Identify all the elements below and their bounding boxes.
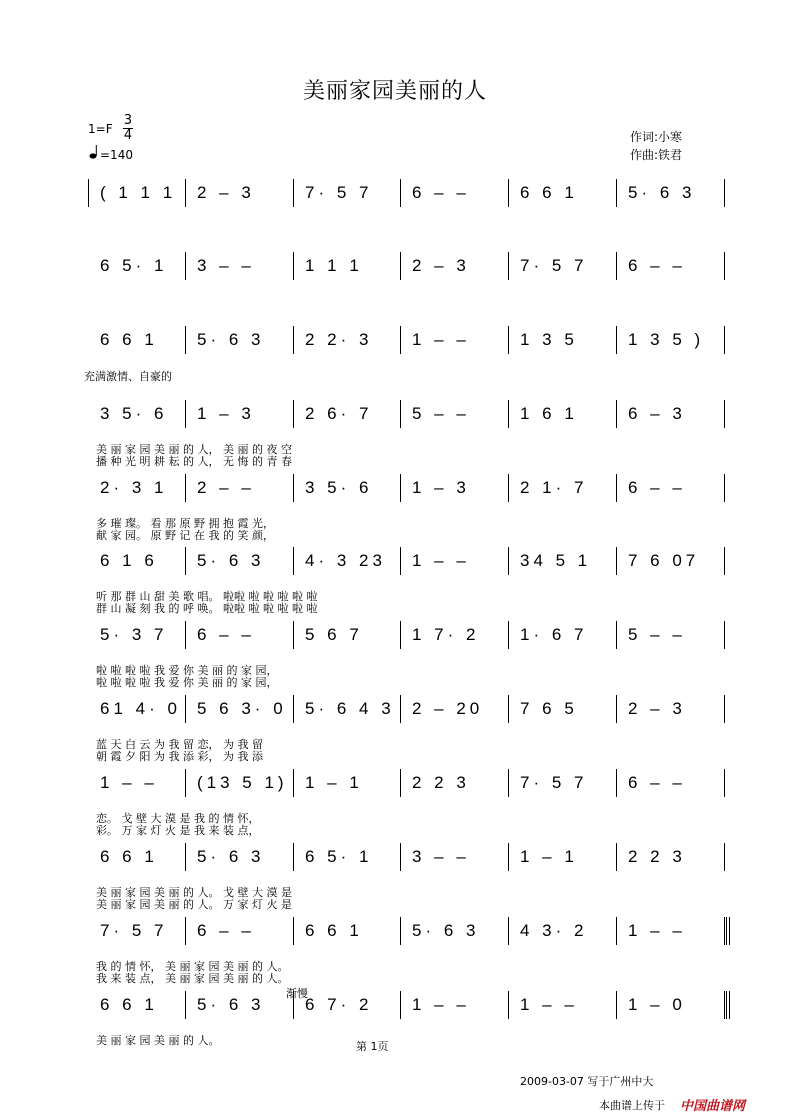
measure: 4· 3 23 [305, 551, 386, 570]
measure: 5· 6 3 [197, 847, 265, 866]
bar-line [293, 917, 294, 945]
song-title: 美丽家园美丽的人 [302, 79, 487, 104]
measure: 6 6 1 [520, 183, 578, 202]
measure: ( 1 1 1 [100, 183, 177, 202]
bar-line [88, 179, 89, 207]
quarter-note-icon [89, 144, 99, 164]
bar-line [508, 326, 509, 354]
bar-line [508, 917, 509, 945]
bar-line [616, 695, 617, 723]
bar-line [724, 917, 725, 945]
bar-line [185, 917, 186, 945]
lyric-line-verse1: 啦 啦 啦 啦 我 爱 你 美 丽 的 家 园， [96, 664, 278, 677]
measure: 1 – 1 [520, 847, 578, 866]
measure: 6 – – [628, 256, 686, 275]
measure: 5· 6 3 [197, 551, 265, 570]
measure: (13 5 1) [197, 773, 288, 792]
measure: 2 – 3 [628, 699, 686, 718]
measure: 6 – – [628, 478, 686, 497]
measure: 5· 6 3 [412, 921, 480, 940]
measure: 5· 6 3 [197, 995, 265, 1014]
lyric-line-verse1: 美 丽 家 园 美 丽 的 人， 美 丽 的 夜 空 [96, 443, 292, 456]
bar-line [400, 326, 401, 354]
bar-line [724, 843, 725, 871]
measure: 6 6 1 [100, 847, 158, 866]
bar-line [400, 843, 401, 871]
bar-line [185, 400, 186, 428]
measure: 1 – – [412, 995, 470, 1014]
bar-line [293, 695, 294, 723]
bar-line [400, 695, 401, 723]
bar-line [724, 547, 725, 575]
measure: 6 6 1 [100, 995, 158, 1014]
measure: 3 – – [412, 847, 470, 866]
bar-line [508, 843, 509, 871]
measure: 61 4· 0 [100, 699, 181, 718]
bar-line [616, 621, 617, 649]
measure: 2 – 3 [197, 183, 255, 202]
lyric-line-verse2: 彩。 万 家 灯 火 是 我 来 装 点， [96, 824, 260, 837]
measure: 7· 5 7 [520, 773, 588, 792]
bar-line [508, 179, 509, 207]
bar-line [185, 474, 186, 502]
final-bar-line [729, 917, 730, 945]
measure: 6 1 6 [100, 551, 158, 570]
lyric-line-verse2: 献 家 园。 原 野 记 在 我 的 笑 颜， [96, 529, 274, 542]
bar-line [616, 917, 617, 945]
bar-line [616, 326, 617, 354]
bar-line [185, 843, 186, 871]
bar-line [400, 991, 401, 1019]
bar-line [400, 179, 401, 207]
measure: 6 – – [197, 921, 255, 940]
measure: 1 6 1 [520, 404, 578, 423]
page-number: 第 1页 [356, 1040, 389, 1053]
measure: 6 6 1 [100, 330, 158, 349]
bar-line [616, 843, 617, 871]
measure: 2· 3 1 [100, 478, 168, 497]
bar-line [508, 252, 509, 280]
measure: 2 – 20 [412, 699, 484, 718]
upload-note: 本曲谱上传于 [599, 1099, 665, 1112]
bar-line [293, 252, 294, 280]
bar-line [508, 400, 509, 428]
measure: 2 2· 3 [305, 330, 373, 349]
bar-line [185, 621, 186, 649]
measure: 5· 6 3 [628, 183, 696, 202]
bar-line [293, 179, 294, 207]
measure: 7 6 07 [628, 551, 700, 570]
bar-line [616, 474, 617, 502]
bar-line [185, 326, 186, 354]
bar-line [724, 769, 725, 797]
bar-line [293, 326, 294, 354]
lyricist-credit: 作词:小寒 [630, 130, 683, 144]
lyric-line-verse1: 恋。 戈 壁 大 漠 是 我 的 情 怀， [96, 812, 260, 825]
bar-line [724, 474, 725, 502]
final-bar-line [729, 991, 730, 1019]
bar-line [293, 474, 294, 502]
lyric-line-verse1: 蓝 天 白 云 为 我 留 恋， 为 我 留 [96, 738, 263, 751]
lyric-line-verse2: 我 来 装 点， 美 丽 家 园 美 丽 的 人。 [96, 972, 289, 985]
bar-line [724, 621, 725, 649]
bar-line [616, 179, 617, 207]
measure: 2 1· 7 [520, 478, 588, 497]
bar-line [293, 547, 294, 575]
measure: 7· 5 7 [100, 921, 168, 940]
measure: 6 – 3 [628, 404, 686, 423]
measure: 1 – – [100, 773, 158, 792]
bar-line [185, 769, 186, 797]
bar-line [724, 252, 725, 280]
time-sig-top: 3 [123, 113, 133, 128]
lyric-line-verse1: 听 那 群 山 甜 美 歌 唱。 啦啦 啦 啦 啦 啦 啦 [96, 590, 318, 603]
measure: 6 5· 1 [100, 256, 168, 275]
bar-line [724, 695, 725, 723]
bar-line [293, 621, 294, 649]
measure: 1 – – [628, 921, 686, 940]
bar-line [185, 695, 186, 723]
lyric-line-verse1: 多 璀 璨。 看 那 原 野 拥 抱 霞 光， [96, 517, 274, 530]
time-signature [121, 114, 135, 143]
measure: 2 – 3 [412, 256, 470, 275]
bar-line [293, 769, 294, 797]
measure: 34 5 1 [520, 551, 592, 570]
measure: 6 – – [197, 625, 255, 644]
tempo-marking: =140 [100, 148, 133, 162]
measure: 1 – 3 [197, 404, 255, 423]
measure: 2 6· 7 [305, 404, 373, 423]
measure: 5 6 7 [305, 625, 363, 644]
measure: 5· 6 3 [197, 330, 265, 349]
bar-line [508, 991, 509, 1019]
measure: 1 3 5 ) [628, 330, 705, 349]
lyric-line-verse1: 美 丽 家 园 美 丽 的 人。 [96, 1034, 220, 1047]
measure: 5 6 3· 0 [197, 699, 287, 718]
measure: 1 1 1 [305, 256, 363, 275]
lyric-line-verse2: 啦 啦 啦 啦 我 爱 你 美 丽 的 家 园， [96, 676, 278, 689]
bar-line [400, 400, 401, 428]
bar-line [400, 621, 401, 649]
bar-line [724, 400, 725, 428]
lyric-line-verse2: 朝 霞 夕 阳 为 我 添 彩， 为 我 添 [96, 750, 263, 763]
bar-line [185, 179, 186, 207]
measure: 1· 6 7 [520, 625, 588, 644]
measure: 1 7· 2 [412, 625, 480, 644]
measure: 1 – – [520, 995, 578, 1014]
site-logo: 中国曲谱网 [680, 1099, 746, 1114]
bar-line [400, 474, 401, 502]
measure: 6 7· 2 [305, 995, 373, 1014]
measure: 5· 6 4 3 [305, 699, 395, 718]
bar-line [508, 769, 509, 797]
measure: 3 5· 6 [305, 478, 373, 497]
bar-line [616, 252, 617, 280]
bar-line [185, 547, 186, 575]
bar-line [400, 252, 401, 280]
measure: 7 6 5 [520, 699, 578, 718]
measure: 6 – – [628, 773, 686, 792]
measure: 1 – 0 [628, 995, 686, 1014]
final-bar-line [726, 917, 727, 945]
bar-line [724, 991, 725, 1019]
measure: 2 2 3 [412, 773, 470, 792]
measure: 6 6 1 [305, 921, 363, 940]
measure: 1 – – [412, 551, 470, 570]
measure: 5 – – [412, 404, 470, 423]
measure: 1 – 1 [305, 773, 363, 792]
bar-line [616, 547, 617, 575]
bar-line [293, 400, 294, 428]
time-sig-bottom: 4 [123, 128, 133, 143]
date-note: 2009-03-07 写于广州中大 [520, 1075, 654, 1088]
bar-line [185, 252, 186, 280]
composer-credit: 作曲:铁君 [630, 148, 683, 162]
measure: 3 – – [197, 256, 255, 275]
lyric-line-verse2: 群 山 凝 刻 我 的 呼 唤。 啦啦 啦 啦 啦 啦 啦 [96, 602, 318, 615]
measure: 7· 5 7 [305, 183, 373, 202]
bar-line [185, 991, 186, 1019]
lyric-line-verse1: 美 丽 家 园 美 丽 的 人。 戈 壁 大 漠 是 [96, 886, 292, 899]
measure: 6 5· 1 [305, 847, 373, 866]
measure: 4 3· 2 [520, 921, 588, 940]
measure: 5 – – [628, 625, 686, 644]
tempo-change-marking: 渐慢 [286, 987, 308, 1000]
lyric-line-verse2: 美 丽 家 园 美 丽 的 人。 万 家 灯 火 是 [96, 898, 292, 911]
expression-marking: 充满激情、自豪的 [84, 370, 172, 383]
measure: 1 3 5 [520, 330, 578, 349]
bar-line [400, 769, 401, 797]
bar-line [616, 769, 617, 797]
bar-line [616, 991, 617, 1019]
bar-line [293, 843, 294, 871]
bar-line [508, 695, 509, 723]
bar-line [400, 547, 401, 575]
bar-line [508, 474, 509, 502]
measure: 6 – – [412, 183, 470, 202]
final-bar-line [726, 991, 727, 1019]
bar-line [724, 326, 725, 354]
bar-line [400, 917, 401, 945]
lyric-line-verse1: 我 的 情 怀， 美 丽 家 园 美 丽 的 人。 [96, 960, 289, 973]
lyric-line-verse2: 播 种 光 明 耕 耘 的 人， 无 悔 的 青 春 [96, 455, 292, 468]
measure: 7· 5 7 [520, 256, 588, 275]
measure: 1 – 3 [412, 478, 470, 497]
bar-line [508, 547, 509, 575]
bar-line [508, 621, 509, 649]
measure: 2 – – [197, 478, 255, 497]
measure: 3 5· 6 [100, 404, 168, 423]
bar-line [724, 179, 725, 207]
measure: 2 2 3 [628, 847, 686, 866]
key-signature: 1=F [88, 122, 113, 136]
measure: 5· 3 7 [100, 625, 168, 644]
measure: 1 – – [412, 330, 470, 349]
bar-line [616, 400, 617, 428]
